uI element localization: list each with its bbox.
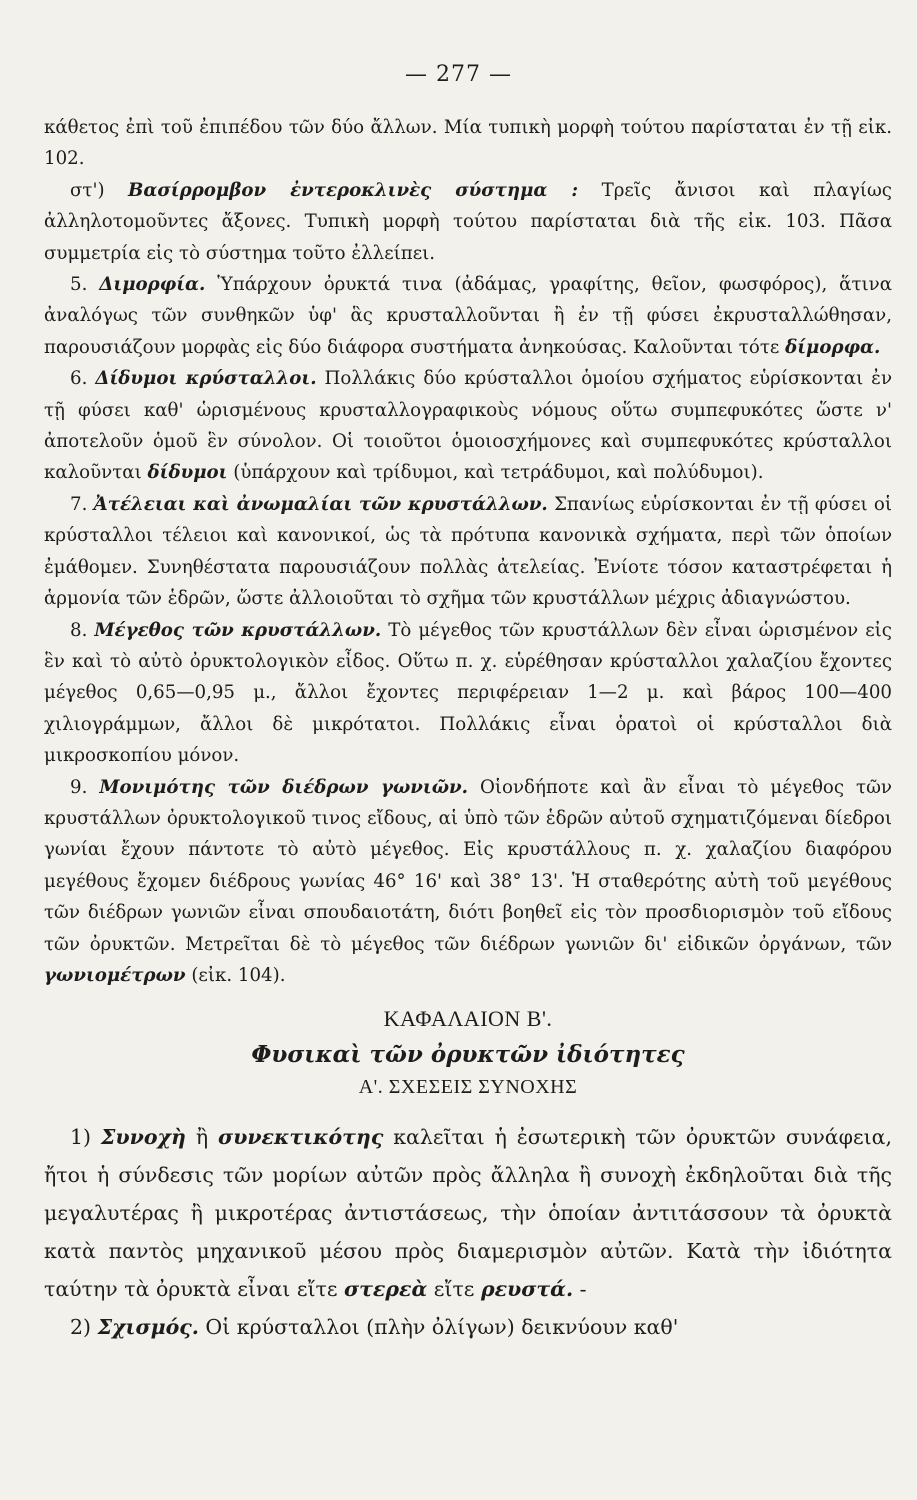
paragraph-cohesion [44, 1118, 892, 1308]
paragraph-text: Ὑπάρχουν ὀρυκτά τινα (ἀδάμας, γραφίτης, θεῖον, φωσφόρος), ἅτινα ἀναλόγως τῶν συνθηκῶν ὑφ' ἃς κρυσταλλοῦνται ἢ ἐν τῇ φύσει ἐκρυσταλλώθησαν, παρουσιάζουν μορφὰς εἰς δύο διάφορα συστήματα ἀνηκούσας. Καλοῦνται τότε [44, 274, 892, 358]
paragraph-text-cont: (εἰκ. 104). [191, 964, 286, 986]
paragraph-heading: Μονιμότης τῶν διέδρων γωνιῶν. [99, 776, 468, 798]
paragraph-term: δίδυμοι [147, 462, 228, 484]
paragraph-text: Οἱ κρύσταλλοι (πλὴν ὀλίγων) δεικνύουν καθ' [205, 1314, 679, 1339]
paragraph-number: 2) [70, 1314, 92, 1339]
paragraph-number: 9. [70, 776, 88, 798]
paragraph-number: 5. [70, 274, 88, 296]
chapter-title: ΚΑΦΑΛΑΙΟΝ Β'. [383, 1006, 553, 1032]
paragraph-term: γωνιομέτρων [44, 964, 186, 986]
paragraph-heading: Δίδυμοι κρύσταλλοι. [95, 368, 317, 390]
paragraph-heading: Διμορφία. [99, 274, 206, 296]
paragraph-dash: - [579, 1276, 587, 1301]
paragraph-number: 7. [70, 493, 88, 515]
body-text [44, 112, 892, 1346]
paragraph-text: κάθετος ἐπὶ τοῦ ἐπιπέδου τῶν δύο ἄλλων. Μία τυπικὴ μορφὴ τούτου παρίσταται ἐν τῇ εἰκ. 102. [44, 117, 892, 170]
paragraph-triclinic-system [44, 175, 892, 269]
paragraph-number: στ') [70, 179, 105, 201]
paragraph-heading: Συνοχὴ [100, 1124, 186, 1149]
paragraph-number: 1) [70, 1124, 92, 1149]
paragraph-connector: εἴτε [433, 1276, 475, 1301]
paragraph-dihedral-angles [44, 772, 892, 992]
paragraph-text: Οἱονδήποτε καὶ ἂν εἶναι τὸ μέγεθος τῶν κρυστάλλων ὀρυκτολογικοῦ τινος εἴδους, αἱ ὑπὸ τῶν ἑδρῶν αὐτοῦ σχηματιζόμεναι δίεδροι γωνίαι ἔχουν πάντοτε τὸ αὐτὸ μέγεθος. Εἰς κρυστάλλους π. χ. χαλαζίου διαφόρου μεγέθους ἔχομεν διέδρους γωνίας 46° 16' καὶ 38° 13'. Ἡ σταθερότης αὐτὴ τοῦ μεγέθους τῶν διέδρων γωνιῶν εἶναι σπουδαιοτάτη, διότι βοηθεῖ εἰς τὸν προσδιορισμὸν τοῦ εἴδους τῶν ὀρυκτῶν. Μετρεῖται δὲ τὸ μέγεθος τῶν διέδρων γωνιῶν δι' εἰδικῶν ὀργάνων, τῶν [44, 776, 892, 955]
paragraph-number: 6. [70, 368, 88, 390]
paragraph-text: καλεῖται ἡ ἐσωτερικὴ τῶν ὀρυκτῶν συνάφεια, ἤτοι ἡ σύνδεσις τῶν μορίων αὐτῶν πρὸς ἄλληλα ἢ συνοχὴ ἐκδηλοῦται διὰ τῆς μεγαλυτέρας ἢ μικροτέρας ἀντιστάσεως, τὴν ὁποίαν ἀντιτάσσουν τὰ ὀρυκτὰ κατὰ παντὸς μηχανικοῦ μέσου πρὸς διαμερισμὸν αὐτῶν. Κατὰ τὴν ἰδιότητα ταύτην τὰ ὀρυκτὰ εἶναι εἴτε [44, 1124, 892, 1301]
subsection-title: Α'. ΣΧΕΣΕΙΣ ΣΥΝΟΧΗΣ [358, 1076, 578, 1099]
paragraph-term: δίμορφα. [785, 336, 881, 358]
paragraph-text-cont: (ὑπάρχουν καὶ τρίδυμοι, καὶ τετράδυμοι, καὶ πολύδυμοι). [233, 462, 764, 484]
paragraph-heading: Ἀτέλειαι καὶ ἀνωμαλίαι τῶν κρυστάλλων. [93, 493, 548, 515]
page-number: — 277 — [405, 62, 512, 87]
paragraph-text: Τρεῖς ἄνισοι καὶ πλαγίως ἀλληλοτομοῦντες ἄξονες. Τυπικὴ μορφὴ τούτου παρίσταται διὰ τῆς εἰκ. 103. Πᾶσα συμμετρία εἰς τὸ σύστημα τοῦτο ἐλλείπει. [44, 179, 892, 264]
paragraph-text: Πολλάκις δύο κρύσταλλοι ὁμοίου σχήματος εὑρίσκονται ἐν τῇ φύσει καθ' ὡρισμένους κρυσταλλογραφικοὺς νόμους οὕτω συμπεφυκότες ὥστε ν' ἀποτελοῦν ὁμοῦ ἓν σύνολον. Οἱ τοιοῦτοι ὁμοιοσχήμονες καὶ συμπεφυκότες κρύσταλλοι καλοῦνται [44, 368, 892, 484]
paragraph-heading-alt: συνεκτικότης [217, 1124, 384, 1149]
paragraph-connector: ἢ [195, 1124, 209, 1149]
paragraph-twin-crystals [44, 363, 892, 489]
section-title: Φυσικαὶ τῶν ὀρυκτῶν ἰδιότητες [251, 1040, 685, 1068]
paragraph-term: στερεὰ [344, 1276, 428, 1301]
paragraph-cleavage [44, 1308, 892, 1346]
paragraph-crystal-size [44, 615, 892, 772]
paragraph-dimorphism [44, 269, 892, 363]
paragraph-heading: Σχισμός. [97, 1314, 199, 1339]
paragraph-text: Σπανίως εὑρίσκονται ἐν τῇ φύσει οἱ κρύσταλλοι τέλειοι καὶ κανονικοί, ὡς τὰ πρότυπα κανονικὰ σχήματα, περὶ τῶν ὁποίων ἐμάθομεν. Συνηθέστατα παρουσιάζουν πολλὰς ἀτελείας. Ἐνίοτε τόσον καταστρέφεται ἡ ἁρμονία τῶν ἑδρῶν, ὥστε ἀλλοιοῦται τὸ σχῆμα τῶν κρυστάλλων μέχρις ἀδιαγνώστου. [44, 493, 892, 610]
paragraph-imperfections [44, 489, 892, 615]
paragraph-number: 8. [70, 619, 88, 641]
paragraph-heading: Βασίρρομβον ἐντεροκλινὲς σύστημα : [128, 179, 579, 201]
paragraph-continuation [44, 112, 892, 175]
paragraph-text: Τὸ μέγεθος τῶν κρυστάλλων δὲν εἶναι ὡρισμένον εἰς ἓν καὶ τὸ αὐτὸ ὀρυκτολογικὸν εἶδος. Οὕτω π. χ. εὑρέθησαν κρύσταλλοι χαλαζίου ἔχοντες μέγεθος 0,65—0,95 μ., ἄλλοι ἔχοντες περιφέρειαν 1—2 μ. καὶ βάρος 100—400 χιλιογράμμων, ἄλλοι δὲ μικρότατοι. Πολλάκις εἶναι ὁρατοὶ οἱ κρύσταλλοι διὰ μικροσκοπίου μόνον. [44, 619, 892, 767]
paragraph-heading: Μέγεθος τῶν κρυστάλλων. [94, 619, 382, 641]
paragraph-term: ρευστά. [480, 1276, 574, 1301]
lower-section [44, 1118, 892, 1346]
